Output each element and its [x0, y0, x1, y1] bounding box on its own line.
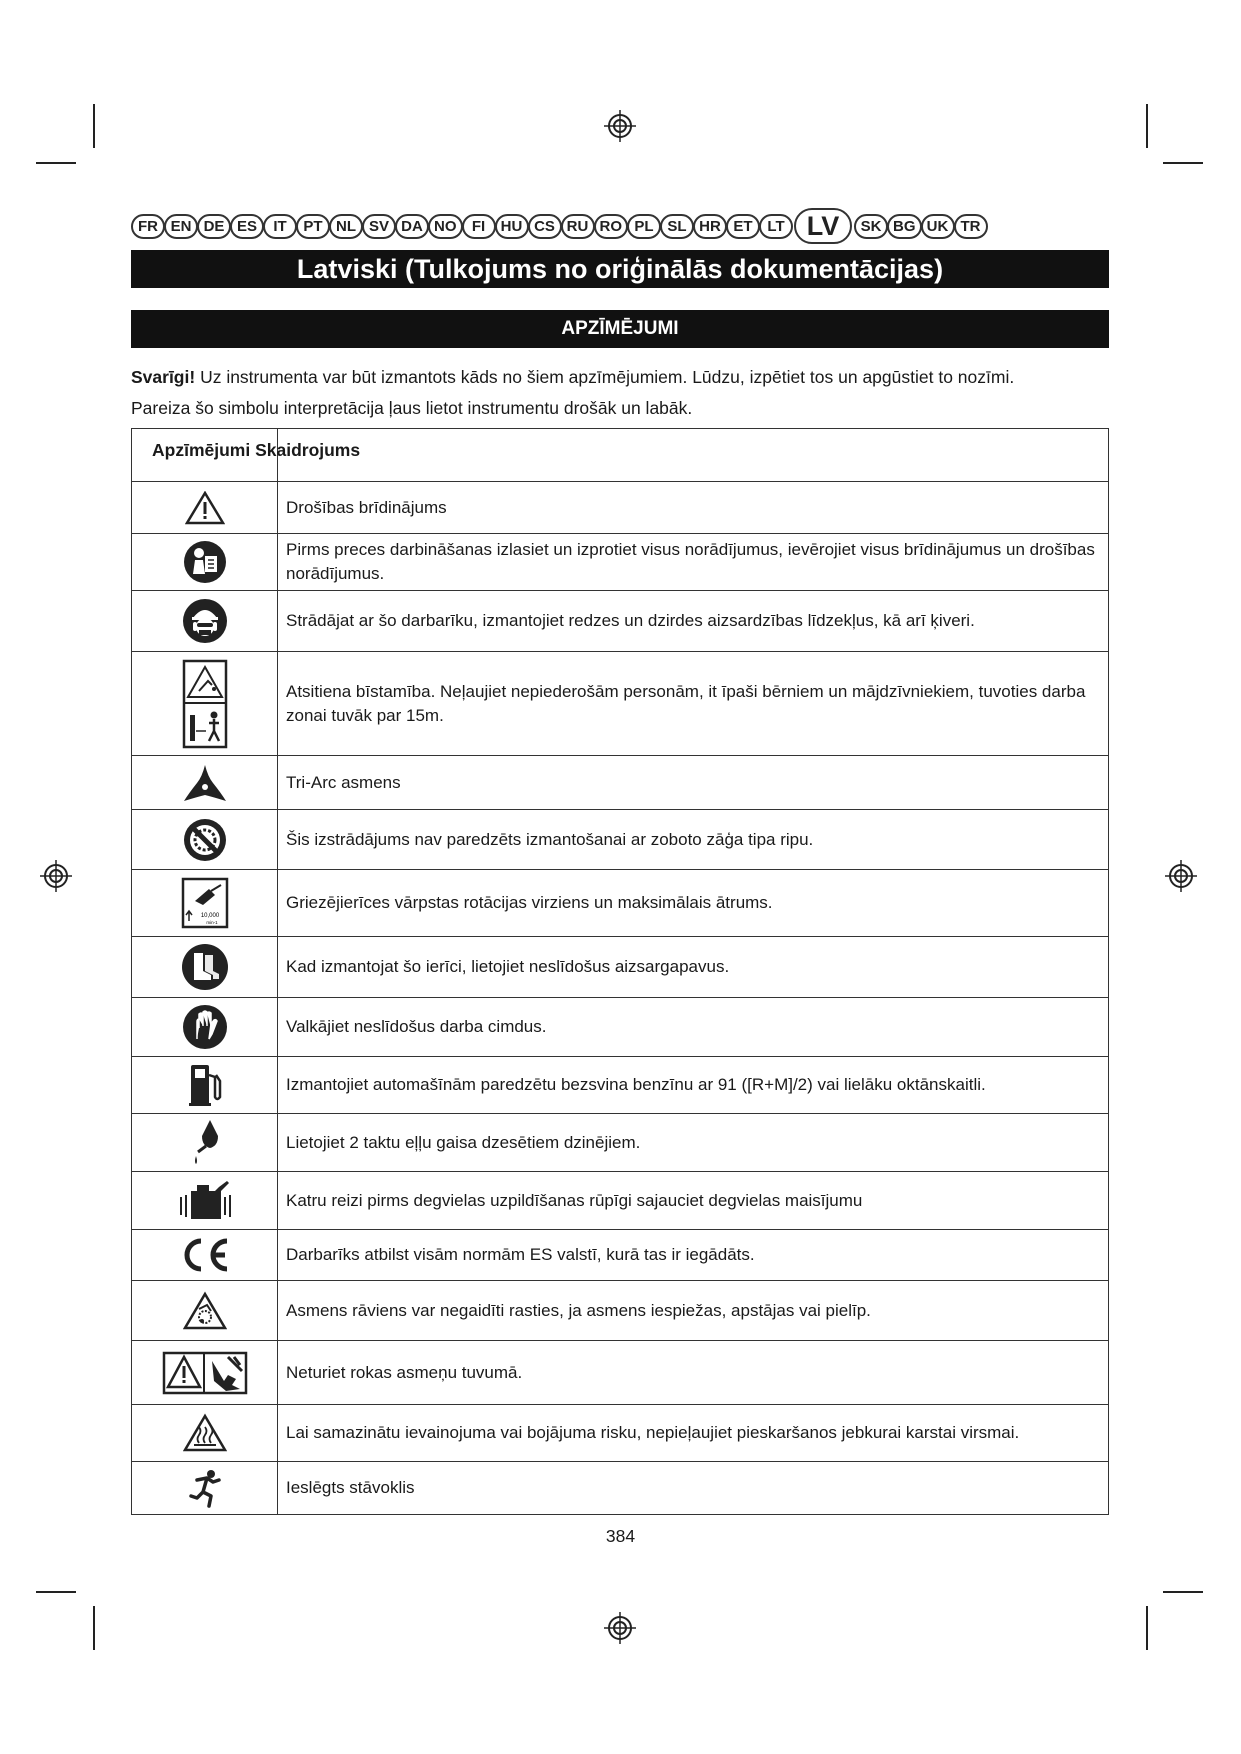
language-tab[interactable]: EN: [164, 214, 198, 239]
row-description: Tri-Arc asmens: [278, 756, 1109, 810]
crop-mark: [93, 104, 95, 148]
row-description: Valkājiet neslīdošus darba cimdus.: [278, 998, 1109, 1057]
no-saw-blade-icon: [182, 817, 228, 863]
crop-mark: [36, 162, 76, 164]
fuel-pump-icon: [187, 1063, 223, 1107]
section-title: APZĪMĒJUMI: [131, 310, 1109, 348]
language-tab[interactable]: UK: [921, 214, 955, 239]
row-description: Griezējierīces vārpstas rotācijas virziens un maksimālais ātrums.: [278, 870, 1109, 937]
crop-mark: [93, 1606, 95, 1650]
language-tab[interactable]: HR: [693, 214, 727, 239]
intro-line-2: Pareiza šo simbolu interpretācija ļaus lietot instrumentu drošāk un labāk.: [131, 398, 693, 418]
table-row: [132, 591, 1109, 652]
safety-gloves-icon: [182, 1004, 228, 1050]
table-row: [132, 937, 1109, 998]
warning-triangle-icon: [185, 491, 225, 525]
row-description: Ieslēgts stāvoklis: [278, 1462, 1109, 1515]
language-tab[interactable]: NO: [428, 214, 463, 239]
crop-mark: [1146, 1606, 1148, 1650]
language-tab[interactable]: RU: [561, 214, 595, 239]
keep-hands-away-icon: [162, 1351, 248, 1395]
language-tab[interactable]: RO: [594, 214, 629, 239]
safety-boots-icon: [181, 943, 229, 991]
table-row: [132, 1230, 1109, 1281]
crop-mark: [1163, 162, 1203, 164]
intro-paragraph: [131, 362, 1111, 424]
crop-mark: [1163, 1591, 1203, 1593]
table-row: [132, 998, 1109, 1057]
helmet-ear-eye-protection-icon: [182, 598, 228, 644]
registration-mark-icon: [1163, 858, 1199, 894]
language-tab[interactable]: FR: [131, 214, 165, 239]
table-row: [132, 870, 1109, 937]
language-tab-active[interactable]: LV: [794, 208, 852, 244]
table-row: [132, 1281, 1109, 1341]
spindle-unit-label: min-1: [205, 920, 218, 925]
read-manual-icon: [183, 540, 227, 584]
page-number: 384: [605, 1526, 636, 1546]
thrown-objects-distance-icon: [182, 659, 228, 749]
table-row: [132, 482, 1109, 534]
row-description: Atsitiena bīstamība. Neļaujiet nepiederošām personām, it īpaši bērniem un mājdzīvniekiem, tuvoties darba zonai tuvāk par 15m.: [278, 652, 1109, 756]
row-description: Kad izmantojat šo ierīci, lietojiet neslīdošus aizsargapavus.: [278, 937, 1109, 998]
language-tab[interactable]: ES: [230, 214, 264, 239]
table-row: [132, 1405, 1109, 1462]
language-tab[interactable]: SL: [660, 214, 694, 239]
table-row: [132, 810, 1109, 870]
row-description: Lai samazinātu ievainojuma vai bojājuma risku, nepieļaujiet pieskaršanos jebkurai karstai virsmai.: [278, 1405, 1109, 1462]
language-selector: [131, 208, 1111, 244]
language-tab[interactable]: PT: [296, 214, 330, 239]
row-description: Asmens rāviens var negaidīti rasties, ja asmens iespiežas, apstājas vai pielīp.: [278, 1281, 1109, 1341]
table-row: [132, 652, 1109, 756]
spindle-speed-label: 10,000: [200, 913, 219, 919]
registration-mark-icon: [602, 1610, 638, 1646]
table-row: [132, 534, 1109, 591]
tri-arc-blade-icon: [183, 763, 227, 803]
language-tab[interactable]: TR: [954, 214, 988, 239]
intro-line-1: Uz instrumenta var būt izmantots kāds no šiem apzīmējumiem. Lūdzu, izpētiet tos un apgūstiet to nozīmi.: [195, 367, 1015, 387]
row-description: Darbarīks atbilst visām normām ES valstī, kurā tas ir iegādāts.: [278, 1230, 1109, 1281]
row-description: Strādājat ar šo darbarīku, izmantojiet redzes un dzirdes aizsardzības līdzekļus, kā arī ķiveri.: [278, 591, 1109, 652]
oil-drop-icon: [188, 1118, 222, 1168]
language-tab[interactable]: ET: [726, 214, 760, 239]
table-row: [132, 1057, 1109, 1114]
language-tab[interactable]: BG: [887, 214, 922, 239]
language-tab[interactable]: DE: [197, 214, 231, 239]
row-description: Drošības brīdinājums: [278, 482, 1109, 534]
language-tab[interactable]: CS: [528, 214, 562, 239]
language-tab[interactable]: IT: [263, 214, 297, 239]
row-description: Šis izstrādājums nav paredzēts izmantošanai ar zoboto zāģa tipa ripu.: [278, 810, 1109, 870]
table-header: Apzīmējumi Skaidrojums: [152, 440, 361, 460]
table-row: [132, 756, 1109, 810]
language-tab[interactable]: SK: [854, 214, 888, 239]
crop-mark: [1146, 104, 1148, 148]
symbols-table: [131, 428, 1109, 1515]
page-title: Latviski (Tulkojums no oriģinālās dokumentācijas): [131, 250, 1109, 288]
table-row: [132, 1172, 1109, 1230]
registration-mark-icon: [38, 858, 74, 894]
language-tab[interactable]: DA: [395, 214, 429, 239]
row-description: Neturiet rokas asmeņu tuvumā.: [278, 1341, 1109, 1405]
run-position-icon: [187, 1468, 223, 1508]
language-tab[interactable]: NL: [329, 214, 363, 239]
row-description: Pirms preces darbināšanas izlasiet un izprotiet visus norādījumus, ievērojiet visus brīdinājumus un drošības norādījumus.: [278, 534, 1109, 591]
shake-fuel-can-icon: [175, 1179, 235, 1223]
row-description: Katru reizi pirms degvielas uzpildīšanas rūpīgi sajauciet degvielas maisījumu: [278, 1172, 1109, 1230]
spindle-rotation-speed-icon: [181, 877, 229, 929]
table-row: [132, 1114, 1109, 1172]
blade-thrust-warning-icon: [183, 1291, 227, 1331]
language-tab[interactable]: FI: [462, 214, 496, 239]
row-description: Izmantojiet automašīnām paredzētu bezsvina benzīnu ar 91 ([R+M]/2) vai lielāku oktānskaitli.: [278, 1057, 1109, 1114]
ce-mark-icon: [177, 1237, 233, 1273]
hot-surface-icon: [183, 1413, 227, 1453]
table-row: [132, 1462, 1109, 1515]
language-tab[interactable]: PL: [627, 214, 661, 239]
crop-mark: [36, 1591, 76, 1593]
registration-mark-icon: [602, 108, 638, 144]
language-tab[interactable]: SV: [362, 214, 396, 239]
language-tab[interactable]: LT: [759, 214, 793, 239]
language-tab[interactable]: HU: [495, 214, 529, 239]
intro-bold: Svarīgi!: [131, 367, 196, 387]
table-row: [132, 1341, 1109, 1405]
row-description: Lietojiet 2 taktu eļļu gaisa dzesētiem dzinējiem.: [278, 1114, 1109, 1172]
